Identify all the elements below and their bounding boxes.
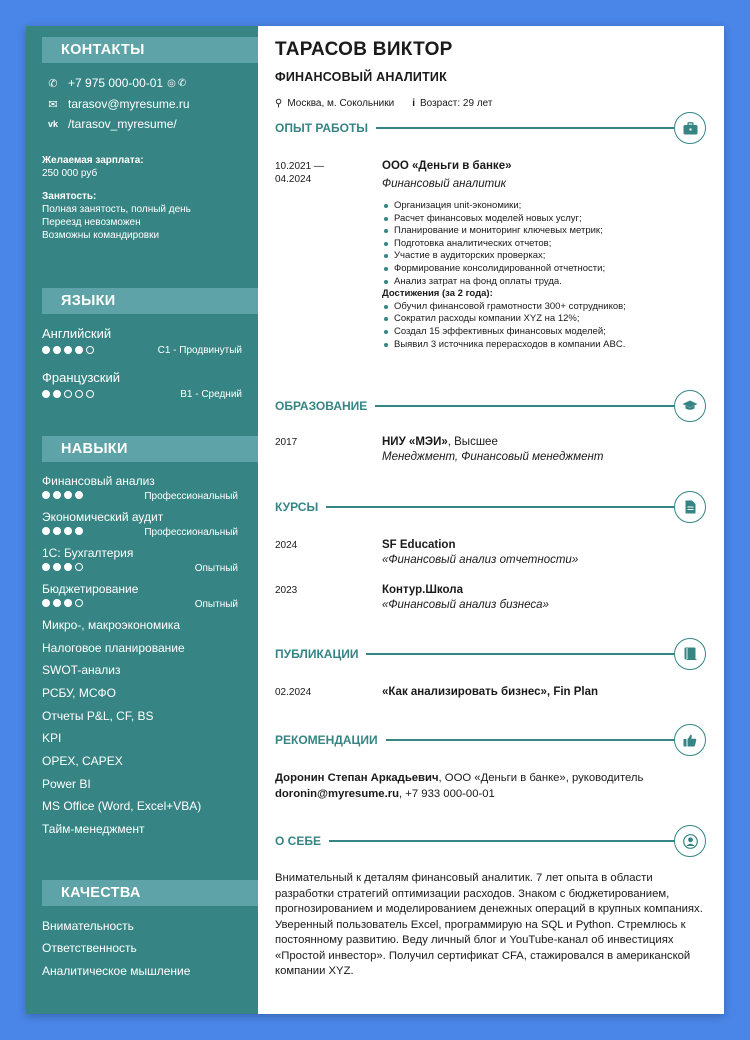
skill-item: Power BI: [42, 777, 91, 791]
section-title: ОПЫТ РАБОТЫ: [275, 121, 369, 135]
book-icon: [674, 638, 706, 670]
experience-entry: [275, 160, 706, 351]
list-item: Выявил 3 источника перерасходов в компании ABC.: [382, 339, 706, 352]
skill-item: [42, 546, 238, 574]
list-item: Подготовка аналитических отчетов;: [382, 238, 706, 251]
skill-item: [42, 582, 238, 610]
quality-item: Внимательность: [42, 919, 134, 933]
course-entry: [275, 539, 706, 566]
language-name: Французский: [42, 370, 120, 385]
candidate-role: ФИНАНСОВЫЙ АНАЛИТИК: [275, 70, 447, 84]
skill-name: 1С: Бухгалтерия: [42, 546, 134, 560]
recommender-email: doronin@myresume.ru: [275, 788, 400, 800]
publication-date: 02.2024: [275, 687, 312, 698]
specialty: Менеджмент, Финансовый менеджмент: [382, 451, 604, 463]
date-from: 10.2021 —: [275, 161, 324, 172]
education-school-line: [382, 436, 706, 448]
recommender-phone: , +7 933 000-00-01: [399, 788, 495, 800]
main-content: [258, 26, 724, 1014]
education-year: 2017: [275, 437, 298, 448]
skill-item: Тайм-менеджмент: [42, 822, 145, 836]
section-title: ПУБЛИКАЦИИ: [275, 647, 359, 661]
section-publications: [275, 637, 706, 671]
duties-list: [382, 200, 706, 288]
degree: , Высшее: [447, 436, 498, 448]
empty-dot: [86, 390, 94, 398]
skill-item: Налоговое планирование: [42, 641, 185, 655]
graduation-cap-icon: [674, 390, 706, 422]
quality-item: Ответственность: [42, 941, 137, 955]
course-year: 2024: [275, 540, 298, 551]
skill-item: [42, 474, 238, 502]
course-name: «Финансовый анализ бизнеса»: [382, 599, 549, 611]
recommendation-entry: [275, 770, 706, 802]
section-title: КУРСЫ: [275, 500, 319, 514]
publication-name: «Как анализировать бизнес», Fin Plan: [382, 686, 599, 698]
section-recommendations: [275, 723, 706, 757]
filled-dot: [53, 346, 61, 354]
recommender-details: , ООО «Деньги в банке», руководитель: [438, 772, 644, 784]
course-name: «Финансовый анализ отчетности»: [382, 554, 579, 566]
employment-line: Возможны командировки: [42, 230, 160, 241]
salary-block: [42, 154, 144, 180]
language-item: [42, 326, 242, 356]
about-text: Внимательный к деталям финансовый аналитик. 7 лет опыта в области разработки стратегий оптимизации расходов. Знаком с бюджетированием, прогнозированием и моделированием денежных операций в крупных компаниях. Уверенный пользователь Excel, программирую на SQL и Python. Стремлюсь к постоянному развитию. Веду личный блог и YouTube-канал об инвестициях «Простой инвестор». Получил сертификат CFA, стажировался в американской компании XYZ.: [275, 872, 703, 977]
filled-dot: [64, 491, 72, 499]
envelope-icon: ✉: [48, 98, 58, 111]
empty-dot: [75, 390, 83, 398]
filled-dot: [53, 527, 61, 535]
filled-dot: [42, 390, 50, 398]
empty-dot: [64, 390, 72, 398]
filled-dot: [53, 599, 61, 607]
level-dots: [42, 560, 86, 574]
whatsapp-icon: ◎: [167, 77, 176, 89]
list-item: Участие в аудиторских проверках;: [382, 250, 706, 263]
filled-dot: [42, 599, 50, 607]
empty-dot: [75, 563, 83, 571]
empty-dot: [75, 599, 83, 607]
company-name: ООО «Деньги в банке»: [382, 160, 512, 172]
employment-block: [42, 190, 191, 242]
vk-contact: [46, 117, 177, 131]
thumbs-up-icon: [674, 724, 706, 756]
filled-dot: [75, 491, 83, 499]
section-courses: [275, 490, 706, 524]
info-icon: i: [412, 98, 415, 109]
viber-icon: ✆: [177, 77, 187, 89]
experience-dates: [275, 160, 365, 186]
skill-name: Бюджетирование: [42, 582, 139, 596]
filled-dot: [64, 599, 72, 607]
phone-contact: [46, 76, 186, 90]
skill-item: SWOT-анализ: [42, 663, 121, 677]
skill-level: Профессиональный: [144, 491, 238, 502]
course-year: 2023: [275, 585, 298, 596]
achievements-list: [382, 301, 706, 351]
skill-item: MS Office (Word, Excel+VBA): [42, 799, 202, 813]
course-org: SF Education: [382, 539, 456, 551]
skill-name: Финансовый анализ: [42, 474, 155, 488]
section-title: ОБРАЗОВАНИЕ: [275, 399, 368, 413]
filled-dot: [64, 563, 72, 571]
section-title: РЕКОМЕНДАЦИИ: [275, 733, 378, 747]
candidate-meta: [275, 98, 706, 109]
user-icon: [674, 825, 706, 857]
filled-dot: [42, 563, 50, 571]
language-level: B1 - Средний: [180, 389, 242, 400]
date-to: 04.2024: [275, 174, 312, 185]
skill-item: OPEX, CAPEX: [42, 754, 123, 768]
contacts-header: КОНТАКТЫ: [42, 37, 258, 63]
list-item: Формирование консолидированной отчетности;: [382, 263, 706, 276]
qualities-header: КАЧЕСТВА: [42, 880, 258, 906]
course-entry: [275, 584, 706, 611]
filled-dot: [53, 563, 61, 571]
filled-dot: [53, 390, 61, 398]
position-name: Финансовый аналитик: [382, 178, 507, 190]
language-level: C1 - Продвинутый: [157, 345, 242, 356]
skill-level: Опытный: [194, 563, 238, 574]
phone-icon: ✆: [48, 77, 58, 90]
filled-dot: [64, 346, 72, 354]
language-name: Английский: [42, 326, 112, 341]
salary-label: Желаемая зарплата:: [42, 155, 144, 166]
resume-sheet: [26, 26, 724, 1014]
age-text: Возраст: 29 лет: [419, 98, 493, 109]
filled-dot: [64, 527, 72, 535]
list-item: Планирование и мониторинг ключевых метрик;: [382, 225, 706, 238]
email-contact: [46, 97, 190, 111]
education-entry: [275, 436, 706, 463]
filled-dot: [42, 491, 50, 499]
section-education: [275, 389, 706, 423]
filled-dot: [75, 346, 83, 354]
skill-item: Отчеты P&L, CF, BS: [42, 709, 154, 723]
recommendation-contact: [275, 786, 706, 802]
list-item: Обучил финансовой грамотности 300+ сотрудников;: [382, 301, 706, 314]
vk-text: /tarasov_myresume/: [68, 117, 177, 131]
course-org: Контур.Школа: [382, 584, 463, 596]
sidebar: [26, 26, 258, 1014]
list-item: Организация unit-экономики;: [382, 200, 706, 213]
skill-item: KPI: [42, 731, 62, 745]
list-item: Сократил расходы компании XYZ на 12%;: [382, 313, 706, 326]
languages-header: ЯЗЫКИ: [42, 288, 258, 314]
employment-line: Полная занятость, полный день: [42, 204, 191, 215]
list-item: Анализ затрат на фонд оплаты труда.: [382, 276, 706, 289]
list-item: Создал 15 эффективных финансовых моделей;: [382, 326, 706, 339]
skill-item: РСБУ, МСФО: [42, 686, 116, 700]
level-dots: [42, 341, 97, 359]
salary-value: 250 000 руб: [42, 168, 98, 179]
school-name: НИУ «МЭИ»: [382, 436, 448, 448]
level-dots: [42, 488, 86, 502]
briefcase-icon: [674, 112, 706, 144]
skill-item: Микро-, макроэкономика: [42, 618, 181, 632]
skill-level: Профессиональный: [144, 527, 238, 538]
level-dots: [42, 385, 97, 403]
document-icon: [674, 491, 706, 523]
phone-text: +7 975 000-00-01: [68, 76, 164, 90]
publication-entry: [275, 686, 706, 698]
filled-dot: [53, 491, 61, 499]
location-pin-icon: ⚲: [275, 98, 283, 109]
filled-dot: [42, 527, 50, 535]
skill-item: [42, 510, 238, 538]
quality-item: Аналитическое мышление: [42, 964, 191, 978]
email-text: tarasov@myresume.ru: [68, 97, 190, 111]
achievements-label: Достижения (за 2 года):: [382, 288, 493, 300]
section-title: О СЕБЕ: [275, 834, 321, 848]
filled-dot: [75, 527, 83, 535]
skill-name: Экономический аудит: [42, 510, 164, 524]
employment-label: Занятость:: [42, 191, 97, 202]
list-item: Расчет финансовых моделей новых услуг;: [382, 213, 706, 226]
section-about: [275, 824, 706, 858]
filled-dot: [42, 346, 50, 354]
recommendation-line: [275, 770, 706, 786]
level-dots: [42, 524, 86, 538]
location-text: Москва, м. Сокольники: [287, 98, 395, 109]
empty-dot: [86, 346, 94, 354]
skill-level: Опытный: [194, 599, 238, 610]
language-item: [42, 370, 242, 400]
candidate-name: ТАРАСОВ ВИКТОР: [275, 39, 453, 60]
employment-line: Переезд невозможен: [42, 217, 141, 228]
vk-icon: vk: [47, 119, 58, 129]
section-experience: [275, 111, 706, 145]
recommender-name: Доронин Степан Аркадьевич: [275, 772, 439, 784]
level-dots: [42, 596, 86, 610]
skills-header: НАВЫКИ: [42, 436, 258, 462]
